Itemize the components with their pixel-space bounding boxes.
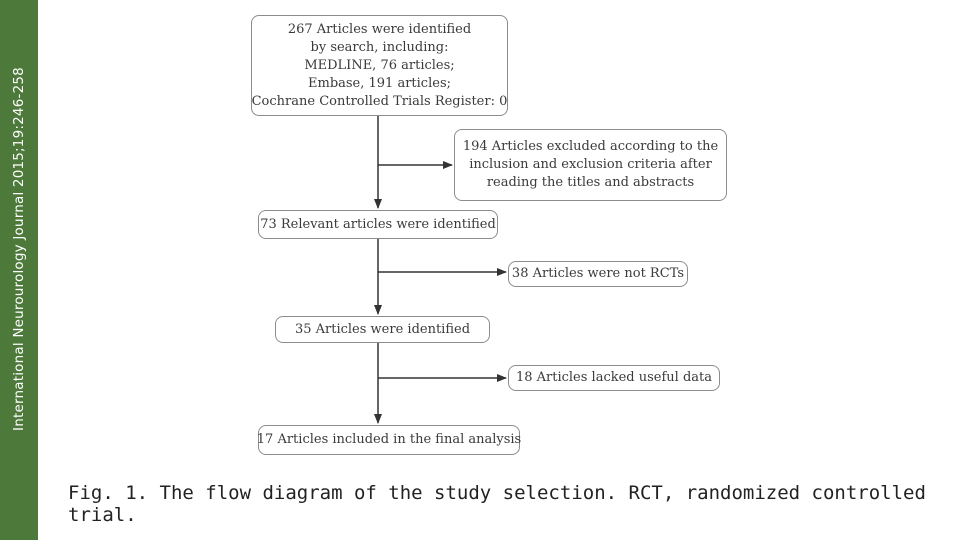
included-articles-box (258, 425, 520, 455)
journal-citation: International Neurourology Journal 2015;19:246-258 (11, 67, 27, 431)
identified-35-label: 35 Articles were identified (294, 321, 471, 337)
not-rct-box (508, 261, 688, 287)
identified-35-box (275, 316, 490, 343)
identified-line-2: by search, including: (310, 39, 449, 55)
included-label: 17 Articles included in the final analysis (256, 432, 522, 447)
identified-line-3: MEDLINE, 76 articles; (304, 57, 455, 73)
relevant-label: 73 Relevant articles were identified (260, 216, 496, 232)
identified-line-4: Embase, 191 articles; (308, 75, 451, 91)
excluded-articles-box (454, 129, 727, 201)
identified-line-5: Cochrane Controlled Trials Register: 0 (251, 93, 508, 109)
relevant-articles-box (258, 210, 498, 239)
identified-line-1: 267 Articles were identified (287, 21, 472, 37)
lacked-data-box (508, 365, 720, 391)
excluded-line-2: inclusion and exclusion criteria after (469, 157, 712, 172)
excluded-line-1: 194 Articles excluded according to the (462, 139, 719, 154)
excluded-line-3: reading the titles and abstracts (486, 175, 695, 190)
identified-articles-box (251, 15, 508, 116)
lacked-data-label: 18 Articles lacked useful data (515, 370, 713, 385)
not-rct-label: 38 Articles were not RCTs (511, 266, 685, 281)
figure-caption: Fig. 1. The flow diagram of the study selection. RCT, randomized controlled trial. (68, 482, 926, 526)
